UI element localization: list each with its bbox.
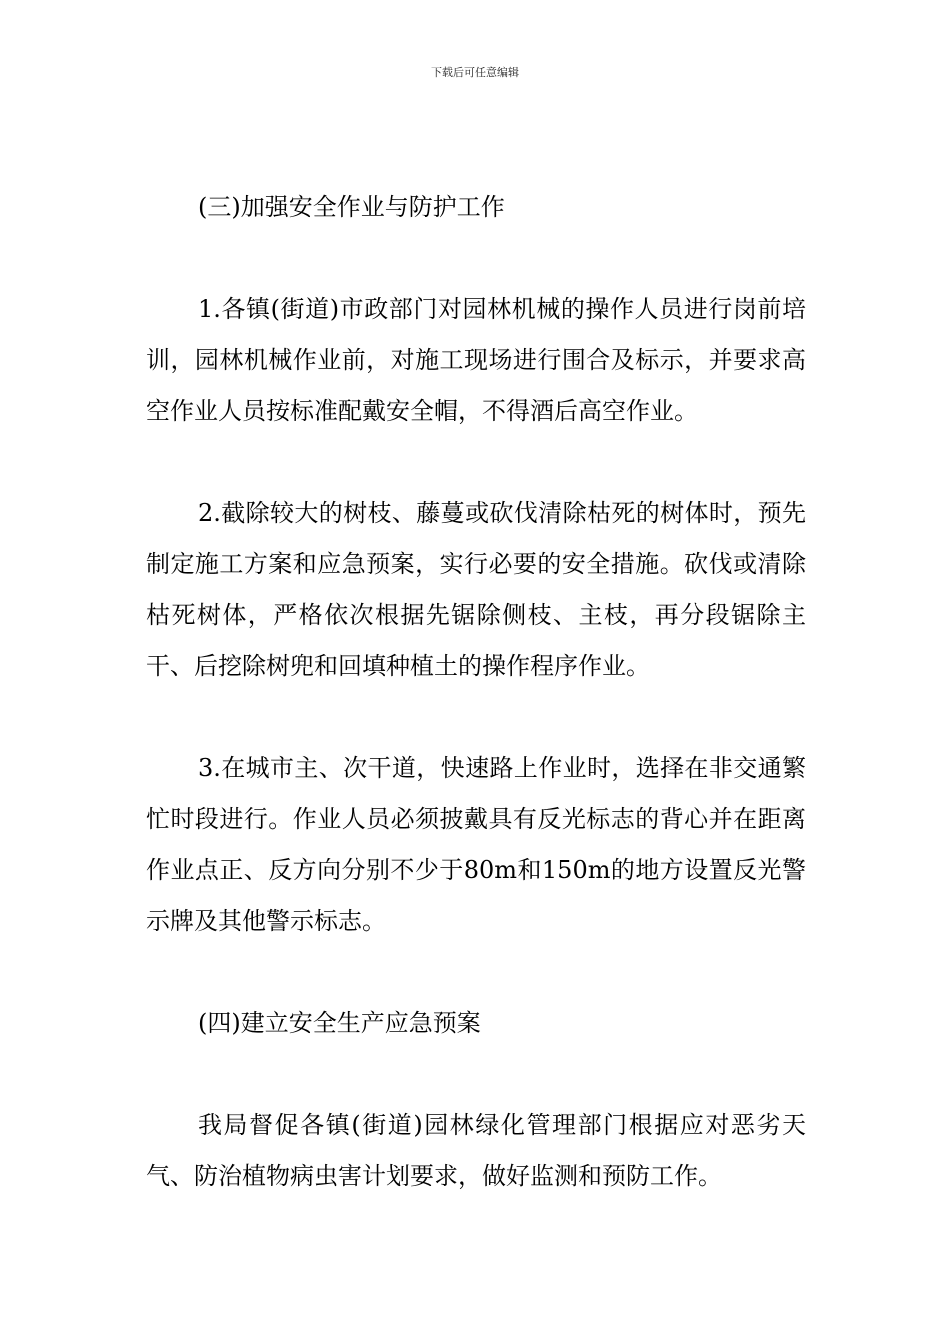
paragraph-item-2: 2.截除较大的树枝、藤蔓或砍伐清除枯死的树体时，预先制定施工方案和应急预案，实行必要的安全措施。砍伐或清除枯死树体，严格依次根据先锯除侧枝、主枝，再分段锯除主干、后挖除树兜和回填种植土的操作程序作业。 [146,499,806,680]
paragraph-item-1: 1.各镇(街道)市政部门对园林机械的操作人员进行岗前培训，园林机械作业前，对施工现场进行围合及标示，并要求高空作业人员按标准配戴安全帽，不得酒后高空作业。 [146,295,806,425]
document-body [146,182,806,1202]
paragraph-monitoring: 我局督促各镇(街道)园林绿化管理部门根据应对恶劣天气、防治植物病虫害计划要求，做好监测和预防工作。 [146,1111,806,1190]
section-heading-three: (三)加强安全作业与防护工作 [198,193,505,221]
paragraph-item-3: 3.在城市主、次干道，快速路上作业时，选择在非交通繁忙时段进行。作业人员必须披戴具有反光标志的背心并在距离作业点正、反方向分别不少于80m和150m的地方设置反光警示牌及其他警示标志。 [146,754,806,935]
section-heading-four: (四)建立安全生产应急预案 [198,1009,481,1037]
header-note: 下载后可任意编辑 [431,66,519,79]
